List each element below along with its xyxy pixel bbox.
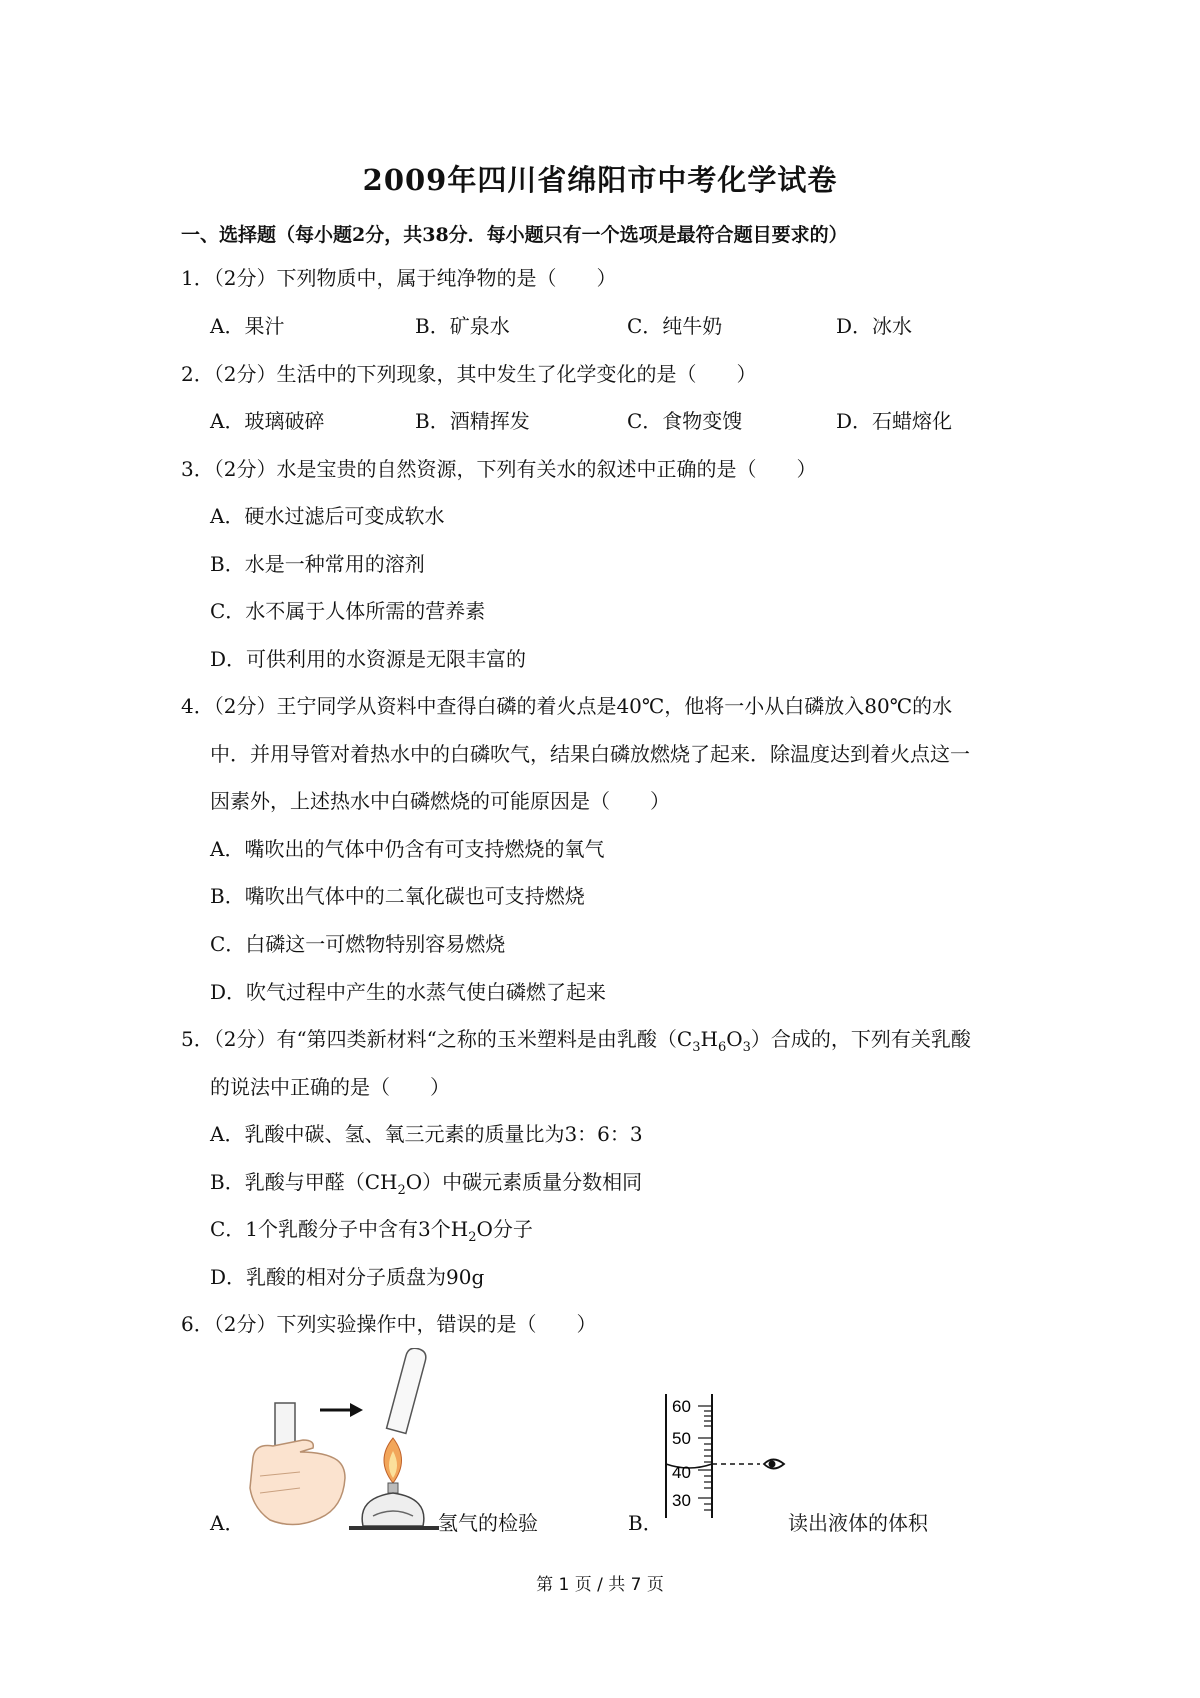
q5-stem-text-b: ）合成的，下列有关乳酸 bbox=[750, 1027, 971, 1051]
q5-option-b-text: O）中碳元素质量分数相同 bbox=[405, 1170, 643, 1194]
question-6-stem: 6．（2分）下列实验操作中，错误的是（ ） bbox=[181, 1312, 597, 1336]
question-4-stem-line-3: 因素外，上述热水中白磷燃烧的可能原因是（ ） bbox=[210, 789, 670, 813]
question-1-option-b: B．矿泉水 bbox=[415, 314, 510, 338]
question-4-stem-line-2: 中．并用导管对着热水中的白磷吹气，结果白磷放燃烧了起来．除温度达到着火点这一 bbox=[210, 742, 970, 766]
question-1-stem: 1．（2分）下列物质中，属于纯净物的是（ ） bbox=[181, 266, 617, 290]
question-4-option-a: A．嘴吹出的气体中仍含有可支持燃烧的氧气 bbox=[210, 837, 605, 861]
question-1-option-a: A．果汁 bbox=[210, 314, 285, 338]
question-6-option-a-caption: 氢气的检验 bbox=[438, 1511, 538, 1535]
q5-option-c-text: C．1个乳酸分子中含有3个H bbox=[210, 1217, 469, 1241]
section-heading: 一、选择题（每小题2分，共38分．每小题只有一个选项是最符合题目要求的） bbox=[181, 224, 848, 246]
cylinder-tick-60: 60 bbox=[672, 1397, 691, 1416]
q5-subscript: 2 bbox=[397, 1183, 406, 1198]
question-3-option-c: C．水不属于人体所需的营养素 bbox=[210, 599, 486, 623]
q5-subscript: 2 bbox=[468, 1230, 477, 1245]
question-3-option-d: D．可供利用的水资源是无限丰富的 bbox=[210, 647, 527, 671]
question-1-option-c: C．纯牛奶 bbox=[627, 314, 723, 338]
question-6-option-b-letter: B． bbox=[628, 1511, 663, 1535]
question-4-option-d: D．吹气过程中产生的水蒸气使白磷燃了起来 bbox=[210, 980, 607, 1004]
question-3-option-a: A．硬水过滤后可变成软水 bbox=[210, 504, 445, 528]
cylinder-tick-30: 30 bbox=[672, 1491, 691, 1510]
q5-element-o: O bbox=[726, 1027, 743, 1051]
question-6-option-b-caption: 读出液体的体积 bbox=[788, 1511, 928, 1535]
question-4-stem-line-1: 4．（2分）王宁同学从资料中查得白磷的着火点是40℃，他将一小从白磷放入80℃的水 bbox=[181, 694, 953, 718]
question-5-option-a: A．乳酸中碳、氢、氧三元素的质量比为3：6：3 bbox=[210, 1122, 643, 1146]
cylinder-tick-50: 50 bbox=[672, 1429, 691, 1448]
graduated-cylinder-illustration bbox=[660, 1392, 790, 1522]
q5-subscript: 3 bbox=[742, 1040, 751, 1055]
question-4-option-b: B．嘴吹出气体中的二氧化碳也可支持燃烧 bbox=[210, 884, 585, 908]
hydrogen-test-illustration bbox=[245, 1348, 445, 1533]
page-title: 2009年四川省绵阳市中考化学试卷 bbox=[362, 163, 838, 197]
q5-element-h: H bbox=[700, 1027, 718, 1051]
cylinder-tick-40: 40 bbox=[672, 1463, 691, 1482]
question-6-option-a-letter: A． bbox=[210, 1511, 245, 1535]
eye-icon bbox=[764, 1460, 784, 1469]
question-5-stem-line-1 bbox=[181, 1026, 971, 1061]
q5-option-c-text: O分子 bbox=[476, 1217, 533, 1241]
question-2-stem: 2．（2分）生活中的下列现象，其中发生了化学变化的是（ ） bbox=[181, 362, 757, 386]
question-5-option-c bbox=[210, 1216, 533, 1251]
question-5-option-d: D．乳酸的相对分子质盘为90g bbox=[210, 1265, 485, 1289]
q5-stem-text-a: 5．（2分）有“第四类新材料“之称的玉米塑料是由乳酸（C bbox=[181, 1027, 693, 1051]
question-2-option-d: D．石蜡熔化 bbox=[836, 409, 953, 433]
q5-subscript: 3 bbox=[692, 1040, 701, 1055]
question-2-option-b: B．酒精挥发 bbox=[415, 409, 530, 433]
question-2-option-c: C．食物变馊 bbox=[627, 409, 743, 433]
question-5-stem-line-2: 的说法中正确的是（ ） bbox=[210, 1075, 450, 1099]
question-1-option-d: D．冰水 bbox=[836, 314, 913, 338]
question-3-stem: 3．（2分）水是宝贵的自然资源，下列有关水的叙述中正确的是（ ） bbox=[181, 457, 817, 481]
question-4-option-c: C．白磷这一可燃物特别容易燃烧 bbox=[210, 932, 506, 956]
question-3-option-b: B．水是一种常用的溶剂 bbox=[210, 552, 425, 576]
q5-subscript: 6 bbox=[717, 1040, 727, 1055]
question-2-option-a: A．玻璃破碎 bbox=[210, 409, 325, 433]
page-footer: 第 1 页 / 共 7 页 bbox=[536, 1575, 664, 1595]
question-5-option-b bbox=[210, 1169, 642, 1204]
q5-option-b-text: B．乳酸与甲醛（CH bbox=[210, 1170, 398, 1194]
